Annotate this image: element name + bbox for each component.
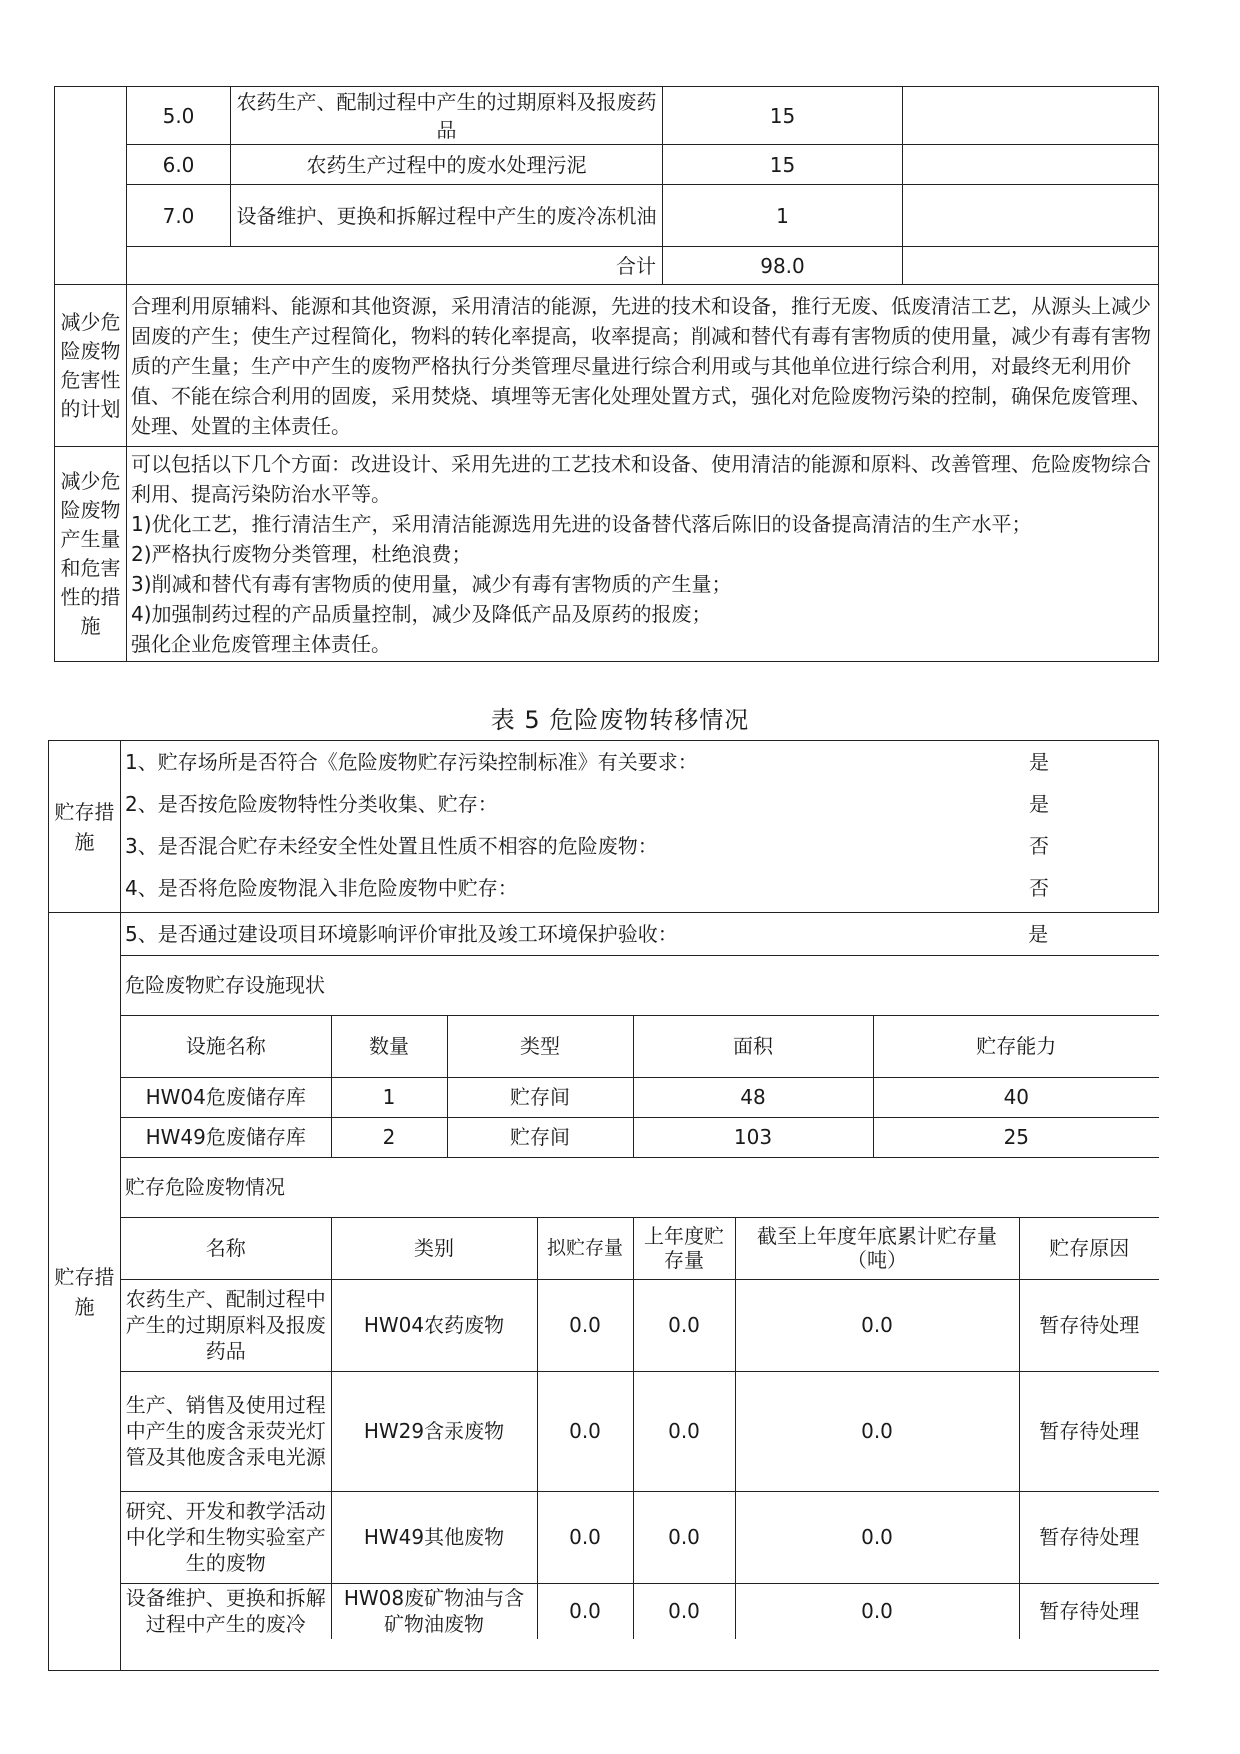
- facility-area: 48: [633, 1077, 873, 1117]
- storage-label: 贮存措施: [49, 741, 121, 913]
- waste-quantity: 1: [663, 185, 903, 247]
- table-row: [121, 1491, 1159, 1583]
- section-title-row: [121, 1157, 1159, 1217]
- column-header: 类型: [447, 1015, 633, 1077]
- question-row: [121, 913, 1159, 955]
- column-header: 名称: [121, 1217, 331, 1279]
- stored-header-row: [121, 1217, 1159, 1279]
- stored-category: HW04农药废物: [331, 1279, 537, 1371]
- waste-generation-table: [54, 86, 1159, 662]
- facility-area: 103: [633, 1117, 873, 1157]
- row-number: 5.0: [127, 87, 231, 145]
- column-header: 设施名称: [121, 1015, 331, 1077]
- stored-cumulative: 0.0: [735, 1371, 1019, 1491]
- stored-reason: 暂存待处理: [1019, 1491, 1159, 1583]
- waste-name: 农药生产、配制过程中产生的过期原料及报废药品: [231, 87, 663, 145]
- stored-category: HW49其他废物: [331, 1491, 537, 1583]
- column-header: 贮存能力: [873, 1015, 1159, 1077]
- measure-text: [127, 447, 1159, 662]
- storage-details-row: [49, 913, 1159, 1671]
- facility-count: 2: [331, 1117, 447, 1157]
- storage-questions-row: [49, 741, 1159, 913]
- stored-name: 研究、开发和教学活动中化学和生物实验室产生的废物: [121, 1491, 331, 1583]
- measure-line: 4)加强制药过程的产品质量控制，减少及降低产品及原药的报废；: [131, 602, 712, 626]
- column-header: 贮存原因: [1019, 1217, 1159, 1279]
- measure-line: 强化企业危废管理主体责任。: [131, 632, 391, 656]
- total-row: [55, 247, 1159, 285]
- table-caption: 表 5 危险废物转移情况: [490, 706, 750, 734]
- stored-name: 农药生产、配制过程中产生的过期原料及报废药品: [121, 1279, 331, 1371]
- waste-transfer-table: [48, 740, 1159, 1671]
- plan-row: [55, 285, 1159, 447]
- section-title-row: [121, 955, 1159, 1015]
- stored-last-year: 0.0: [633, 1279, 735, 1371]
- waste-name: 农药生产过程中的废水处理污泥: [231, 145, 663, 185]
- total-value: 98.0: [663, 247, 903, 285]
- blank-label-cell: [55, 87, 127, 285]
- plan-label: 减少危险废物危害性的计划: [55, 285, 127, 447]
- stored-name: 生产、销售及使用过程中产生的废含汞荧光灯管及其他废含汞电光源: [121, 1371, 331, 1491]
- column-header: 面积: [633, 1015, 873, 1077]
- question-answer: 是: [1029, 750, 1049, 774]
- facility-name: HW49危废储存库: [121, 1117, 331, 1157]
- measure-line: 2)严格执行废物分类管理，杜绝浪费；: [131, 542, 472, 566]
- facility-name: HW04危废储存库: [121, 1077, 331, 1117]
- row-number: 6.0: [127, 145, 231, 185]
- questions-cell: [121, 741, 1159, 913]
- stored-reason: 暂存待处理: [1019, 1371, 1159, 1491]
- question-line: [125, 867, 1154, 909]
- facility-header-row: [121, 1015, 1159, 1077]
- row-number: 7.0: [127, 185, 231, 247]
- stored-cumulative: 0.0: [735, 1583, 1019, 1639]
- table-row: [121, 1583, 1159, 1639]
- stored-category: HW08废矿物油与含矿物油废物: [331, 1583, 537, 1639]
- stored-last-year: 0.0: [633, 1491, 735, 1583]
- measure-line: 可以包括以下几个方面：改进设计、采用先进的工艺技术和设备、使用清洁的能源和原料、改善管理、危险废物综合利用、提高污染防治水平等。: [131, 452, 1151, 506]
- stored-planned: 0.0: [537, 1583, 633, 1639]
- question-answer: 否: [1029, 876, 1049, 900]
- column-header: 拟贮存量: [537, 1217, 633, 1279]
- stored-reason: 暂存待处理: [1019, 1583, 1159, 1639]
- question-text: 2、是否按危险废物特性分类收集、贮存：: [125, 792, 498, 816]
- question-line: [121, 913, 1159, 955]
- measure-line: 1)优化工艺，推行清洁生产，采用清洁能源选用先进的设备替代落后陈旧的设备提高清洁的生产水平；: [131, 512, 1032, 536]
- column-header: 类别: [331, 1217, 537, 1279]
- table-row: [121, 1371, 1159, 1491]
- measure-line: 3)削减和替代有毒有害物质的使用量，减少有毒有害物质的产生量；: [131, 572, 732, 596]
- table-row: [55, 87, 1159, 145]
- storage-inner-table: [121, 913, 1159, 1639]
- storage-label: 贮存措施: [49, 913, 121, 1671]
- waste-name: 设备维护、更换和拆解过程中产生的废冷冻机油: [231, 185, 663, 247]
- question-text: 4、是否将危险废物混入非危险废物中贮存：: [125, 876, 518, 900]
- column-header: 截至上年度年底累计贮存量（吨）: [735, 1217, 1019, 1279]
- blank-cell: [903, 87, 1159, 145]
- question-text: 3、是否混合贮存未经安全性处置且性质不相容的危险废物：: [125, 834, 658, 858]
- stored-reason: 暂存待处理: [1019, 1279, 1159, 1371]
- column-header: 数量: [331, 1015, 447, 1077]
- measure-label: 减少危险废物产生量和危害性的措施: [55, 447, 127, 662]
- facility-capacity: 40: [873, 1077, 1159, 1117]
- table-row: [55, 185, 1159, 247]
- waste-quantity: 15: [663, 87, 903, 145]
- blank-cell: [903, 185, 1159, 247]
- question-line: [125, 783, 1154, 825]
- stored-planned: 0.0: [537, 1491, 633, 1583]
- waste-quantity: 15: [663, 145, 903, 185]
- question-line: [125, 825, 1154, 867]
- table-row: [121, 1077, 1159, 1117]
- facility-type: 贮存间: [447, 1117, 633, 1157]
- stored-last-year: 0.0: [633, 1583, 735, 1639]
- plan-text: 合理利用原辅料、能源和其他资源，采用清洁的能源，先进的技术和设备，推行无废、低废清洁工艺，从源头上减少固废的产生；使生产过程简化，物料的转化率提高，收率提高；削减和替代有毒有害物质的使用量，减少有毒有害物质的产生量；生产中产生的废物严格执行分类管理尽量进行综合利用或与其他单位进行综合利用，对最终无利用价值、不能在综合利用的固废，采用焚烧、填埋等无害化处理处置方式，强化对危险废物污染的控制，确保危废管理、处理、处置的主体责任。: [127, 285, 1159, 447]
- facility-capacity: 25: [873, 1117, 1159, 1157]
- question-line: [125, 741, 1154, 783]
- stored-last-year: 0.0: [633, 1371, 735, 1491]
- stored-planned: 0.0: [537, 1279, 633, 1371]
- question-text: 5、是否通过建设项目环境影响评价审批及竣工环境保护验收：: [125, 921, 678, 946]
- stored-category: HW29含汞废物: [331, 1371, 537, 1491]
- facility-type: 贮存间: [447, 1077, 633, 1117]
- blank-cell: [903, 145, 1159, 185]
- stored-name: 设备维护、更换和拆解过程中产生的废冷: [121, 1583, 331, 1639]
- table-row: [121, 1117, 1159, 1157]
- stored-section-title: 贮存危险废物情况: [121, 1157, 1159, 1217]
- question-answer: 是: [1029, 792, 1049, 816]
- blank-cell: [903, 247, 1159, 285]
- stored-cumulative: 0.0: [735, 1279, 1019, 1371]
- question-answer: 否: [1029, 834, 1049, 858]
- measure-row: [55, 447, 1159, 662]
- facility-section-title: 危险废物贮存设施现状: [121, 955, 1159, 1015]
- details-cell: [121, 913, 1159, 1671]
- table-row: [121, 1279, 1159, 1371]
- table-row: [55, 145, 1159, 185]
- question-text: 1、贮存场所是否符合《危险废物贮存污染控制标准》有关要求：: [125, 750, 698, 774]
- facility-count: 1: [331, 1077, 447, 1117]
- stored-planned: 0.0: [537, 1371, 633, 1491]
- column-header: 上年度贮存量: [633, 1217, 735, 1279]
- question-answer: 是: [1028, 921, 1049, 946]
- stored-cumulative: 0.0: [735, 1491, 1019, 1583]
- total-label: 合计: [127, 247, 663, 285]
